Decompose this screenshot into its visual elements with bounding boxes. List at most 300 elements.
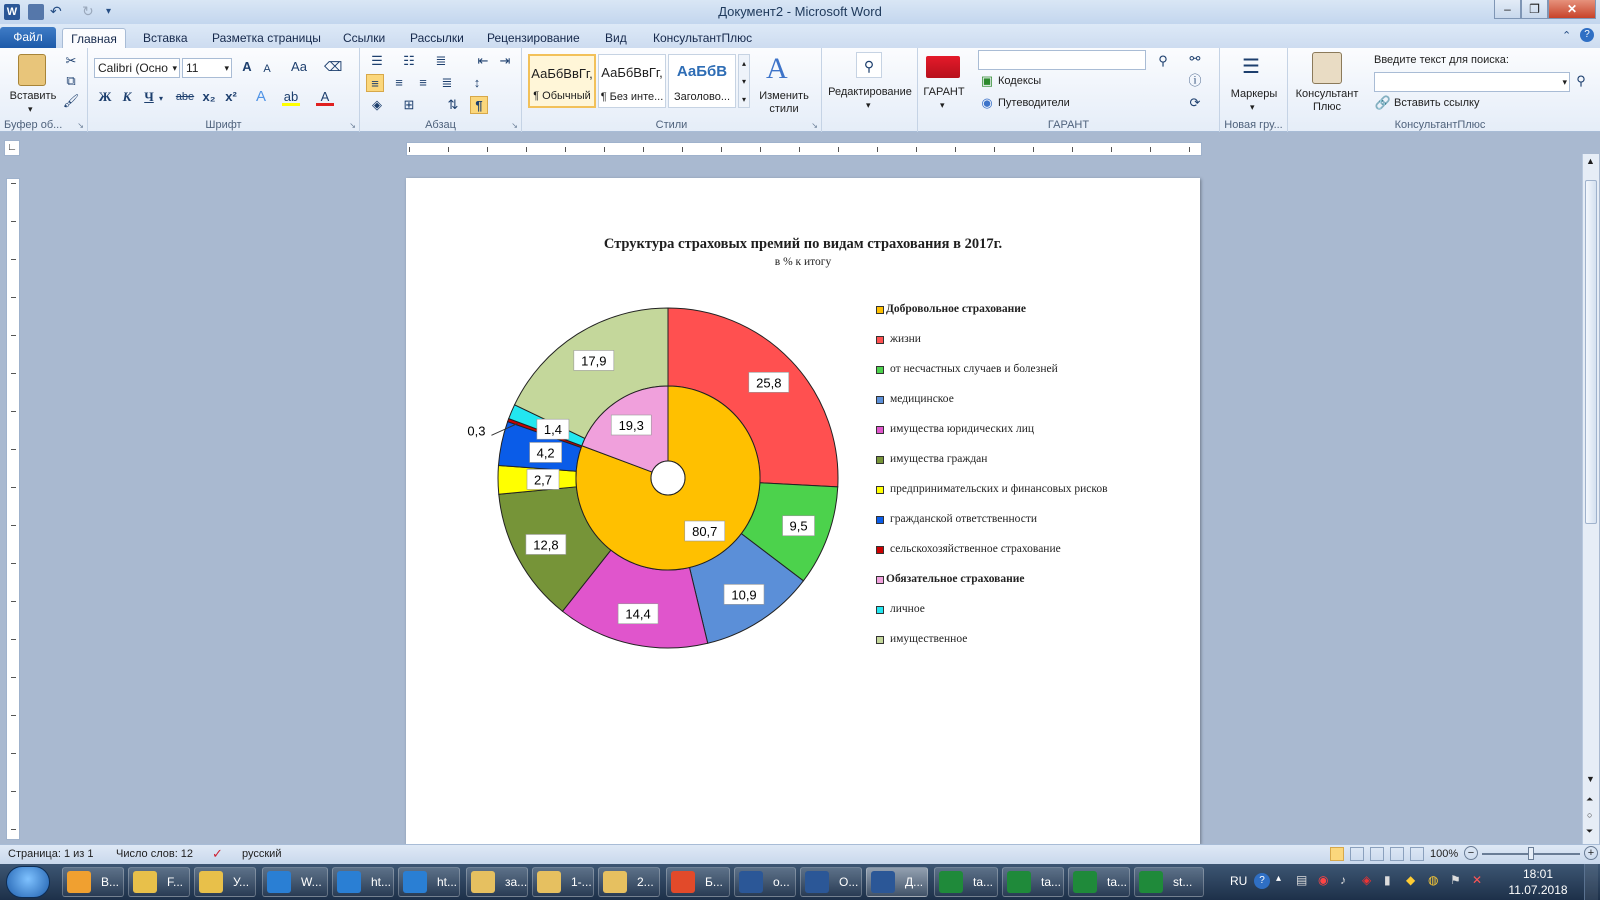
ruler-tick <box>11 639 16 640</box>
legend-label: Добровольное страхование <box>886 303 1027 315</box>
tab-consultant[interactable]: КонсультантПлюс <box>653 31 753 45</box>
align-right-button[interactable]: ≡ <box>419 75 427 90</box>
taskbar-app-icon <box>805 871 829 893</box>
style-no-spacing[interactable] <box>598 54 666 108</box>
legend-label: жизни <box>890 333 921 345</box>
superscript-button[interactable]: x² <box>225 89 237 104</box>
taskbar-button-label: за... <box>505 875 528 889</box>
legend-label: имущества юридических лиц <box>890 423 1035 435</box>
styles-group <box>522 48 822 132</box>
taskbar-button-label: ta... <box>1041 875 1062 889</box>
clipboard-group-label: Буфер об... <box>4 119 63 131</box>
inner-label-0-text: 80,7 <box>692 524 718 540</box>
insert-link-button[interactable]: Вставить ссылку <box>1394 97 1480 109</box>
ruler-tick <box>11 259 16 260</box>
style-normal[interactable] <box>528 54 596 108</box>
help-icon[interactable]: ? <box>1580 28 1594 42</box>
tray-updates-icon[interactable]: ◍ <box>1428 873 1439 887</box>
taskbar-app-icon <box>67 871 91 893</box>
ruler-tick <box>11 715 16 716</box>
outer-label-1-text: 9,5 <box>789 518 808 534</box>
tab-page-layout[interactable]: Разметка страницы <box>212 31 321 45</box>
multilevel-list-icon[interactable]: ≣ <box>435 53 447 68</box>
windows-taskbar <box>0 864 1600 900</box>
ruler-tick <box>799 147 800 152</box>
outline-view-icon[interactable] <box>1390 847 1404 861</box>
consultant-search-input[interactable] <box>1374 72 1570 92</box>
font-color-icon[interactable]: A <box>316 88 334 106</box>
legend-label: от несчастных случаев и болезней <box>890 363 1058 375</box>
taskbar-button-label: Д... <box>905 875 924 889</box>
outer-label-1 <box>783 516 815 536</box>
outer-label-0-text: 25,8 <box>756 375 782 391</box>
garant-group-label: ГАРАНТ <box>1047 119 1090 131</box>
taskbar-app-icon <box>739 871 763 893</box>
start-button[interactable] <box>6 866 50 898</box>
prev-page-icon[interactable]: ⏶ <box>1586 794 1594 804</box>
outer-label-0 <box>749 372 789 392</box>
print-layout-view-icon[interactable] <box>1330 847 1344 861</box>
full-screen-view-icon[interactable] <box>1350 847 1364 861</box>
taskbar-button-label: W... <box>301 875 322 889</box>
legend-swatch <box>876 606 884 614</box>
styles-launcher-icon[interactable]: ↘ <box>811 121 818 130</box>
font-size-combo[interactable] <box>182 58 232 78</box>
taskbar-button[interactable] <box>800 867 862 897</box>
taskbar-button[interactable] <box>866 867 928 897</box>
paste-button[interactable]: Вставить <box>9 90 57 102</box>
ruler-tick <box>526 147 527 152</box>
find-binoculars-icon[interactable]: ⚲ <box>856 52 882 78</box>
legend-swatch <box>876 576 884 584</box>
style-heading-preview: АаБбВ <box>676 63 728 80</box>
ruler-tick <box>11 563 16 564</box>
horizontal-ruler[interactable] <box>406 142 1202 156</box>
outer-label-3 <box>618 604 658 624</box>
font-group <box>88 48 360 132</box>
font-launcher-icon[interactable]: ↘ <box>349 121 356 130</box>
clear-format-icon[interactable]: ⌫ <box>324 59 343 74</box>
tray-help-icon[interactable]: ? <box>1254 873 1270 889</box>
justify-button[interactable]: ≣ <box>441 75 453 90</box>
tab-review[interactable]: Рецензирование <box>487 31 580 45</box>
word-count[interactable]: Число слов: 12 <box>116 848 194 860</box>
increase-indent-icon[interactable]: ⇥ <box>499 53 511 68</box>
style-normal-preview: АаБбВвГг, <box>531 66 593 81</box>
document-page[interactable] <box>406 178 1200 844</box>
tab-view[interactable]: Вид <box>605 31 627 45</box>
scroll-down-icon[interactable]: ▼ <box>1586 774 1595 784</box>
close-button[interactable]: ✕ <box>1548 0 1596 19</box>
ruler-tick <box>721 147 722 152</box>
style-heading[interactable] <box>668 54 736 108</box>
garant-logo-icon[interactable] <box>926 56 960 78</box>
tab-file[interactable]: Файл <box>0 27 56 48</box>
consultant-search-label: Введите текст для поиска: <box>1374 54 1509 66</box>
taskbar-app-icon <box>471 871 495 893</box>
ruler-tick <box>1033 147 1034 152</box>
window-title: Документ2 - Microsoft Word <box>718 4 882 19</box>
ruler-tick <box>1189 147 1190 152</box>
tray-security-icon[interactable]: ◉ <box>1318 873 1329 887</box>
taskbar-app-icon <box>199 871 223 893</box>
taskbar-app-icon <box>1139 871 1163 893</box>
copy-icon[interactable]: ⧉ <box>66 73 76 88</box>
garant-link-icon[interactable]: ⚯ <box>1189 51 1201 66</box>
change-styles-button[interactable]: Изменить стили <box>759 90 809 115</box>
legend-swatch <box>876 486 884 494</box>
legend-swatch <box>876 336 884 344</box>
taskbar-button-label: Б... <box>705 875 723 889</box>
outer-label-6-text: 4,2 <box>536 445 555 461</box>
cut-icon[interactable]: ✂ <box>65 53 77 68</box>
taskbar-button[interactable] <box>532 867 594 897</box>
consultant-avatar-icon[interactable] <box>1312 52 1342 84</box>
ruler-tick <box>11 525 16 526</box>
minimize-button[interactable]: – <box>1494 0 1521 19</box>
ruler-tick <box>11 183 16 184</box>
outer-label-5-text: 2,7 <box>533 472 553 488</box>
outer-label-7: 0,3 <box>467 423 486 439</box>
editing-dropdown-icon[interactable]: ▾ <box>866 100 871 110</box>
numbering-icon[interactable]: ☷ <box>403 53 415 68</box>
insert-link-icon[interactable]: 🔗 <box>1374 95 1392 110</box>
clock-date[interactable]: 11.07.2018 <box>1508 883 1568 897</box>
tray-close-icon[interactable]: ✕ <box>1472 873 1483 887</box>
inner-label-1-text: 19,3 <box>618 417 644 433</box>
font-size-value: 11 <box>186 61 199 75</box>
restore-button[interactable]: ❐ <box>1521 0 1548 19</box>
ruler-tick <box>994 147 995 152</box>
line-spacing-icon[interactable]: ↕ <box>473 75 481 90</box>
legend-swatch <box>876 546 884 554</box>
codes-icon[interactable]: ▣ <box>980 73 994 88</box>
taskbar-button[interactable] <box>934 867 998 897</box>
font-name-value: Calibri (Осно <box>98 61 168 75</box>
consultant-group-label: КонсультантПлюс <box>1394 119 1486 131</box>
text-effects-icon[interactable]: A <box>255 88 266 105</box>
italic-button[interactable]: К <box>122 89 132 104</box>
taskbar-app-icon <box>133 871 157 893</box>
legend-label: сельскохозяйственное страхование <box>890 543 1061 555</box>
browse-object-icon[interactable]: ○ <box>1587 810 1593 820</box>
markers-button[interactable]: Маркеры <box>1230 88 1278 100</box>
scroll-thumb[interactable] <box>1585 180 1597 524</box>
taskbar-button-label: ta... <box>973 875 994 889</box>
consultant-group <box>1288 48 1592 132</box>
markers-icon[interactable]: ☰ <box>1242 56 1260 78</box>
legend-swatch <box>876 456 884 464</box>
paragraph-launcher-icon[interactable]: ↘ <box>511 121 518 130</box>
vertical-ruler[interactable] <box>6 178 20 840</box>
taskbar-button-label: ht... <box>371 875 392 889</box>
tray-app-icon[interactable]: ◆ <box>1406 873 1416 887</box>
garant-button[interactable]: ГАРАНТ <box>923 86 965 98</box>
ruler-tick <box>11 449 16 450</box>
outer-label-8-text: 1,4 <box>543 422 562 438</box>
clipboard-launcher-icon[interactable]: ↘ <box>77 121 84 130</box>
taskbar-button-label: st... <box>1173 875 1193 889</box>
ribbon <box>0 48 1600 132</box>
strikethrough-button[interactable]: abe <box>175 91 195 103</box>
tray-flag-icon[interactable]: ⚑ <box>1450 873 1461 887</box>
decrease-indent-icon[interactable]: ⇤ <box>477 53 489 68</box>
bullets-icon[interactable]: ☰ <box>371 53 383 68</box>
ruler-tick <box>604 147 605 152</box>
chart-subtitle: в % к итогу <box>774 256 832 268</box>
ruler-tick <box>487 147 488 152</box>
tray-power-icon[interactable]: ▮ <box>1384 873 1391 887</box>
paragraph-group <box>360 48 522 132</box>
taskbar-button-label: ht... <box>437 875 458 889</box>
outer-label-9-text: 17,9 <box>581 353 607 369</box>
inner-label-1 <box>611 415 651 435</box>
taskbar-button[interactable] <box>62 867 124 897</box>
outer-label-6 <box>530 442 562 462</box>
tab-mailings[interactable]: Рассылки <box>410 31 464 45</box>
tab-insert[interactable]: Вставка <box>143 31 188 45</box>
consultant-search-icon[interactable]: ⚲ <box>1576 73 1586 88</box>
legend-swatch <box>876 306 884 314</box>
guides-icon[interactable]: ◉ <box>981 95 993 110</box>
legend-swatch <box>876 516 884 524</box>
zoom-in-icon[interactable]: + <box>1584 846 1598 860</box>
garant-search-input[interactable] <box>978 50 1146 70</box>
style-normal-name: ¶ Обычный <box>533 90 591 102</box>
outer-label-2-text: 10,9 <box>731 587 757 603</box>
ruler-tick <box>11 297 16 298</box>
guides-link[interactable]: Путеводители <box>998 97 1070 109</box>
scroll-up-icon[interactable]: ▲ <box>1586 156 1595 166</box>
taskbar-button[interactable] <box>398 867 460 897</box>
tray-volume-icon[interactable]: ♪ <box>1340 873 1346 887</box>
taskbar-button-label: О... <box>839 875 859 889</box>
ruler-tick <box>11 601 16 602</box>
outer-label-3-text: 14,4 <box>625 606 651 622</box>
ruler-tick <box>760 147 761 152</box>
sort-icon[interactable]: ⇅ <box>447 97 459 112</box>
ruler-tick <box>11 487 16 488</box>
taskbar-app-icon <box>403 871 427 893</box>
tray-antivirus-icon[interactable]: ◈ <box>1362 873 1372 887</box>
consultant-plus-button[interactable]: Консультант Плюс <box>1295 88 1359 113</box>
redo-icon[interactable]: ↻ <box>82 3 94 19</box>
legend-swatch <box>876 366 884 374</box>
change-case-icon[interactable]: Aa <box>291 59 307 74</box>
legend-label: гражданской ответственности <box>890 513 1037 525</box>
taskbar-button[interactable] <box>194 867 256 897</box>
ruler-tick <box>11 791 16 792</box>
ruler-tick <box>1111 147 1112 152</box>
taskbar-button-label: F... <box>167 875 184 889</box>
borders-icon[interactable]: ⊞ <box>403 97 415 112</box>
codes-link[interactable]: Кодексы <box>998 75 1042 87</box>
garant-update-icon[interactable]: ⟳ <box>1189 95 1201 110</box>
show-marks-button[interactable]: ¶ <box>470 96 488 114</box>
markers-dropdown-icon[interactable]: ▾ <box>1250 102 1255 112</box>
undo-icon[interactable]: ↶ <box>50 3 62 19</box>
legend-swatch <box>876 396 884 404</box>
tray-language[interactable]: RU <box>1230 874 1248 888</box>
minimize-ribbon-icon[interactable]: ⌃ <box>1562 30 1572 42</box>
editing-group <box>822 48 918 132</box>
style-no-spacing-preview: АаБбВвГг, <box>601 65 663 80</box>
vertical-scrollbar[interactable] <box>1582 154 1599 844</box>
ruler-tick <box>916 147 917 152</box>
new-group-label: Новая гру... <box>1224 119 1283 131</box>
font-name-dropdown-icon[interactable]: ▾ <box>172 63 177 73</box>
taskbar-button-label: 2... <box>637 875 654 889</box>
underline-button[interactable]: Ч <box>144 89 154 104</box>
ruler-tick <box>838 147 839 152</box>
paste-icon[interactable] <box>18 54 46 86</box>
format-painter-icon[interactable]: 🖌 <box>62 93 80 108</box>
outer-label-4 <box>526 534 566 554</box>
tab-references[interactable]: Ссылки <box>343 31 386 45</box>
ruler-tick <box>11 373 16 374</box>
ruler-tick <box>1150 147 1151 152</box>
styles-group-label: Стили <box>655 119 688 131</box>
ruler-toggle-icon[interactable]: ∟ <box>4 140 20 156</box>
taskbar-button[interactable] <box>262 867 328 897</box>
ruler-tick <box>11 221 16 222</box>
legend-label: Обязательное страхование <box>886 573 1025 585</box>
grow-font-icon[interactable]: A <box>242 59 252 74</box>
styles-scroll-icon[interactable]: ▴ ▾ ▾ <box>738 54 750 108</box>
style-heading-name: Заголово... <box>673 91 731 103</box>
proofing-icon[interactable]: ✓ <box>212 846 223 861</box>
clock-time[interactable]: 18:01 <box>1522 867 1554 881</box>
style-no-spacing-name: ¶ Без инте... <box>600 91 664 103</box>
outer-label-9 <box>574 350 614 370</box>
ruler-tick <box>11 829 16 830</box>
zoom-out-icon[interactable]: − <box>1464 846 1478 860</box>
outer-label-8 <box>537 419 569 439</box>
change-styles-icon[interactable]: A <box>766 52 788 85</box>
font-size-dropdown-icon[interactable]: ▾ <box>224 63 229 73</box>
customize-qat-icon[interactable]: ▾ <box>106 6 112 17</box>
tray-network-icon[interactable]: ▤ <box>1296 873 1308 887</box>
status-bar <box>0 844 1600 864</box>
show-desktop-button[interactable] <box>1584 864 1598 900</box>
taskbar-app-icon <box>939 871 963 893</box>
ruler-tick <box>448 147 449 152</box>
ruler-tick <box>565 147 566 152</box>
chart-legend <box>876 302 1156 662</box>
ruler-tick <box>11 335 16 336</box>
garant-info-icon[interactable]: ⓘ <box>1188 73 1202 88</box>
zoom-slider-thumb[interactable] <box>1528 847 1534 860</box>
highlight-icon[interactable]: ab <box>283 89 299 104</box>
legend-label: предпринимательских и финансовых рисков <box>890 483 1108 495</box>
font-group-label: Шрифт <box>205 119 242 131</box>
taskbar-button[interactable] <box>1002 867 1064 897</box>
align-center-button[interactable]: ≡ <box>395 75 403 90</box>
outer-label-2 <box>724 584 764 604</box>
ruler-tick <box>955 147 956 152</box>
taskbar-button[interactable] <box>1068 867 1130 897</box>
subscript-button[interactable]: x₂ <box>202 89 216 104</box>
taskbar-app-icon <box>337 871 361 893</box>
legend-label: личное <box>890 603 925 615</box>
web-layout-view-icon[interactable] <box>1370 847 1384 861</box>
ruler-tick <box>11 677 16 678</box>
word-logo-icon[interactable]: W <box>4 4 20 20</box>
legend-label: медицинское <box>890 393 954 405</box>
taskbar-button[interactable] <box>666 867 730 897</box>
ruler-tick <box>11 753 16 754</box>
outer-label-5 <box>527 469 559 489</box>
ruler-tick <box>877 147 878 152</box>
taskbar-app-icon <box>1073 871 1097 893</box>
page-count[interactable]: Страница: 1 из 1 <box>8 848 94 860</box>
ribbon-tabs <box>0 24 1600 48</box>
shading-icon[interactable]: ◈ <box>372 97 382 112</box>
shrink-font-icon[interactable]: A <box>263 63 271 75</box>
taskbar-button[interactable] <box>598 867 660 897</box>
ruler-tick <box>1072 147 1073 152</box>
font-name-combo[interactable] <box>94 58 180 78</box>
bold-button[interactable]: Ж <box>98 89 112 104</box>
legend-label: имущественное <box>890 633 968 645</box>
taskbar-button[interactable] <box>734 867 796 897</box>
taskbar-button-label: В... <box>101 875 120 889</box>
taskbar-app-icon <box>671 871 695 893</box>
paste-dropdown-icon[interactable]: ▾ <box>28 104 33 114</box>
chart-center-hole <box>651 461 685 495</box>
taskbar-button-label: 1-... <box>571 875 592 889</box>
title-bar <box>0 0 1600 24</box>
tab-home[interactable]: Главная <box>62 28 126 48</box>
editing-button[interactable]: Редактирование <box>828 86 912 98</box>
language-indicator[interactable]: русский <box>242 848 282 860</box>
taskbar-button-label: о... <box>773 875 790 889</box>
taskbar-button[interactable] <box>1134 867 1204 897</box>
underline-dropdown-icon[interactable]: ▾ <box>158 94 163 103</box>
outer-label-4-text: 12,8 <box>533 537 559 553</box>
ruler-tick <box>643 147 644 152</box>
taskbar-button-label: ta... <box>1107 875 1128 889</box>
paragraph-group-label: Абзац <box>425 119 456 131</box>
clipboard-group <box>0 48 88 132</box>
ruler-tick <box>11 411 16 412</box>
garant-search-icon[interactable]: ⚲ <box>1158 53 1168 68</box>
garant-dropdown-icon[interactable]: ▾ <box>940 100 945 110</box>
align-left-button[interactable]: ≡ <box>366 74 384 92</box>
legend-swatch <box>876 426 884 434</box>
legend-label: имущества граждан <box>890 453 988 465</box>
ruler-tick <box>682 147 683 152</box>
ruler-tick <box>409 147 410 152</box>
chart-title: Структура страховых премий по видам страхования в 2017г. <box>603 236 1003 252</box>
legend-swatch <box>876 636 884 644</box>
taskbar-app-icon <box>1007 871 1031 893</box>
garant-group <box>918 48 1220 132</box>
taskbar-button[interactable] <box>466 867 528 897</box>
taskbar-app-icon <box>603 871 627 893</box>
taskbar-app-icon <box>871 871 895 893</box>
draft-view-icon[interactable] <box>1410 847 1424 861</box>
taskbar-app-icon <box>267 871 291 893</box>
inner-label-0 <box>685 521 725 541</box>
consultant-search-dropdown-icon[interactable]: ▾ <box>1562 77 1567 87</box>
taskbar-button[interactable] <box>332 867 394 897</box>
taskbar-button-label: У... <box>233 875 250 889</box>
next-page-icon[interactable]: ⏷ <box>1586 826 1594 836</box>
taskbar-button[interactable] <box>128 867 190 897</box>
tray-show-hidden-icon[interactable]: ▴ <box>1276 873 1282 884</box>
zoom-level[interactable]: 100% <box>1430 848 1459 860</box>
